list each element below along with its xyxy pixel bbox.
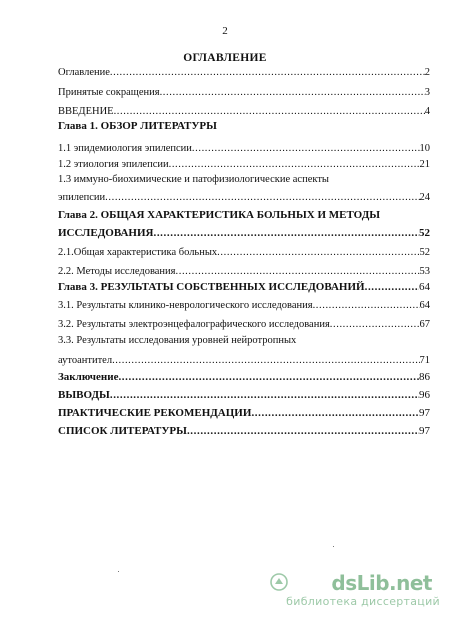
- toc-entry: аутоантител ..... 71: [58, 354, 430, 367]
- toc-entry: Принятые сокращения ..... 3: [58, 86, 430, 99]
- toc-entry: СПИСОК ЛИТЕРАТУРЫ ..... 97: [58, 425, 430, 438]
- toc-entry: 1.1 эпидемиология эпилепсии ..... 10: [58, 142, 430, 155]
- toc-entry: Заключение ..... 86: [58, 371, 430, 384]
- toc-chapter-heading: Глава 1. ОБЗОР ЛИТЕРАТУРЫ: [58, 120, 217, 132]
- watermark-logo: dsLib.net: [331, 571, 432, 595]
- watermark-icon: [270, 573, 288, 591]
- toc-entry: 2.2. Методы исследования ..... 53: [58, 265, 430, 278]
- toc-entry: ПРАКТИЧЕСКИЕ РЕКОМЕНДАЦИИ ..... 97: [58, 407, 430, 420]
- toc-entry-first-line: 1.3 иммуно-биохимические и патофизиологические аспекты: [58, 174, 329, 185]
- watermark-subtitle: библиотека диссертаций: [286, 595, 440, 608]
- toc-entry: 2.1.Общая характеристика больных ..... 52: [58, 246, 430, 259]
- toc-entry: ВВЕДЕНИЕ ..... 4: [58, 105, 430, 118]
- toc-entry: ВЫВОДЫ ..... 96: [58, 389, 430, 402]
- toc-chapter-heading: ИССЛЕДОВАНИЯ ..... 52: [58, 227, 430, 240]
- toc-chapter-heading: Глава 3. РЕЗУЛЬТАТЫ СОБСТВЕННЫХ ИССЛЕДОВАНИЙ ..... 64: [58, 281, 430, 294]
- scan-speck: [118, 571, 119, 572]
- page-number: 2: [222, 25, 228, 37]
- toc-entry-first-line: 3.3. Результаты исследования уровней нейротропных: [58, 335, 297, 346]
- toc-entry: эпилепсии ..... 24: [58, 191, 430, 204]
- toc-entry: 3.2. Результаты электроэнцефалографического исследования ..... 67: [58, 318, 430, 331]
- toc-chapter-heading-first-line: Глава 2. ОБЩАЯ ХАРАКТЕРИСТИКА БОЛЬНЫХ И МЕТОДЫ: [58, 209, 381, 221]
- toc-entry: 3.1. Результаты клинико-неврологического исследования ..... 64: [58, 299, 430, 312]
- toc-entry: Оглавление ..... 2: [58, 66, 430, 79]
- watermark: [270, 571, 440, 611]
- toc-entry: 1.2 этиология эпилепсии ..... 21: [58, 158, 430, 171]
- toc-title: ОГЛАВЛЕНИЕ: [183, 52, 267, 64]
- scan-speck: [333, 546, 334, 547]
